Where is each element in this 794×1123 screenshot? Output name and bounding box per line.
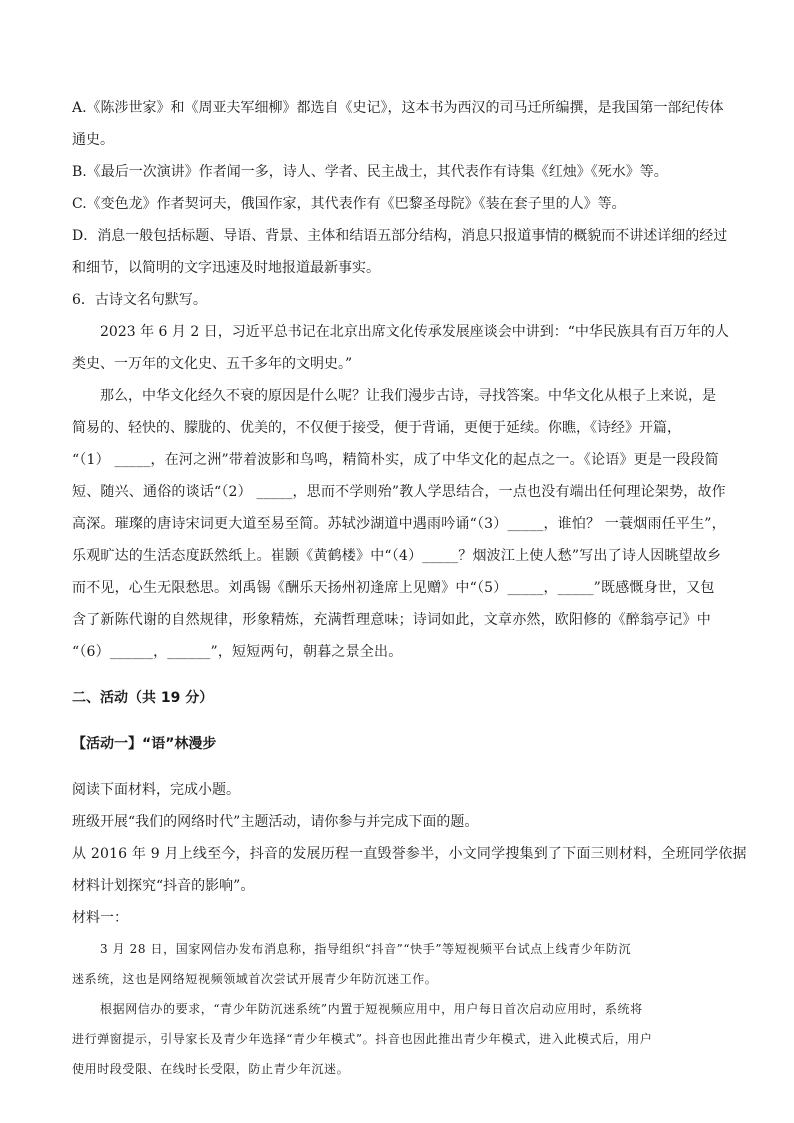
question-6-title: 6．古诗文名句默写。 bbox=[72, 292, 207, 308]
q6-paragraph2-line9: “（6）______，______”，短短两句，朝暮之景全出。 bbox=[72, 644, 403, 660]
q6-paragraph2-line5: 高深。璀璨的唐诗宋词更大道至易至简。苏轼沙湖道中遇雨吟诵“（3）_____，谁怕？ 一蓑烟雨任平生”， bbox=[72, 516, 726, 532]
q6-paragraph2-line6: 乐观旷达的生活态度跃然纸上。崔颢《黄鹤楼》中“（4）_____？烟波江上使人愁”写出了诗人因眺望故乡 bbox=[72, 548, 722, 564]
intro-background-line1: 从 2016 年 9 月上线至今，抖音的发展历程一直毁誉参半，小文同学搜集到了下面三则材料，全班同学依据 bbox=[72, 846, 747, 862]
q6-paragraph2-line1: 那么，中华文化经久不衰的原因是什么呢？让我们漫步古诗，寻找答案。中华文化从根子上来说，是 bbox=[100, 388, 716, 404]
option-a-line2: 通史。 bbox=[72, 132, 114, 148]
intro-instruction: 阅读下面材料，完成小题。 bbox=[72, 782, 240, 798]
section-2-title: 二、活动（共 19 分） bbox=[72, 690, 214, 706]
option-d-line1: D．消息一般包括标题、导语、背景、主体和结语五部分结构，消息只报道事情的概貌而不讲述详细的经过 bbox=[72, 228, 728, 244]
option-b: B.《最后一次演讲》作者闻一多，诗人、学者、民主战士，其代表作有诗集《红烛》《死水》等。 bbox=[72, 164, 668, 180]
document-page bbox=[72, 92, 747, 1084]
activity-1-title: 【活动一】“语”林漫步 bbox=[72, 736, 217, 752]
q6-paragraph2-line4: 短、随兴、通俗的谈话“（2） _____，思而不学则殆”教人学思结合，一点也没有端出任何理论架势，故作 bbox=[72, 484, 726, 500]
intro-background-line2: 材料计划探究“抖音的影响”。 bbox=[72, 878, 255, 894]
material-1-label: 材料一： bbox=[72, 910, 128, 926]
q6-paragraph2-line7: 而不见，心生无限愁思。刘禹锡《酬乐天扬州初逢席上见赠》中“（5）_____，_____”既感慨身世，又包 bbox=[72, 580, 715, 596]
material-1-line4: 进行弹窗提示，引导家长及青少年选择“青少年模式”。抖音也因此推出青少年模式，进入此模式后，用户 bbox=[72, 1032, 653, 1046]
material-1-line3: 根据网信办的要求，“青少年防沉迷系统”内置于短视频应用中，用户每日首次启动应用时，系统将 bbox=[100, 1002, 643, 1016]
q6-paragraph2-line2: 简易的、轻快的、朦胧的、优美的，不仅便于接受，便于背诵，更便于延续。你瞧，《诗经》开篇， bbox=[72, 420, 681, 436]
q6-paragraph1-line1: 2023 年 6 月 2 日，习近平总书记在北京出席文化传承发展座谈会中讲到：“中华民族具有百万年的人 bbox=[100, 324, 729, 340]
option-d-line2: 和细节，以简明的文字迅速及时地报道最新事实。 bbox=[72, 260, 380, 276]
material-1-line2: 迷系统，这也是网络短视频领域首次尝试开展青少年防沉迷工作。 bbox=[72, 972, 438, 986]
q6-paragraph1-line2: 类史、一万年的文化史、五千多年的文明史。” bbox=[72, 356, 353, 372]
option-a-line1: A.《陈涉世家》和《周亚夫军细柳》都选自《史记》，这本书为西汉的司马迁所编撰，是我国第一部纪传体 bbox=[72, 100, 724, 116]
option-c: C.《变色龙》作者契诃夫，俄国作家，其代表作有《巴黎圣母院》《装在套子里的人》等。 bbox=[72, 196, 626, 212]
q6-paragraph2-line3: “（1） _____，在河之洲”带着波影和鸟鸣，精简朴实，成了中华文化的起点之一。《论语》更是一段段简 bbox=[72, 452, 719, 468]
intro-activity: 班级开展“我们的网络时代”主题活动，请你参与并完成下面的题。 bbox=[72, 814, 479, 830]
q6-paragraph2-line8: 含了新陈代谢的自然规律，形象精炼，充满哲理意味；诗词如此，文章亦然，欧阳修的《醉翁亭记》中 bbox=[72, 612, 711, 628]
material-1-line5: 使用时段受限、在线时长受限，防止青少年沉迷。 bbox=[72, 1062, 350, 1076]
material-1-line1: 3 月 28 日，国家网信办发布消息称，指导组织“抖音”“快手”等短视频平台试点上线青少年防沉 bbox=[100, 942, 632, 956]
